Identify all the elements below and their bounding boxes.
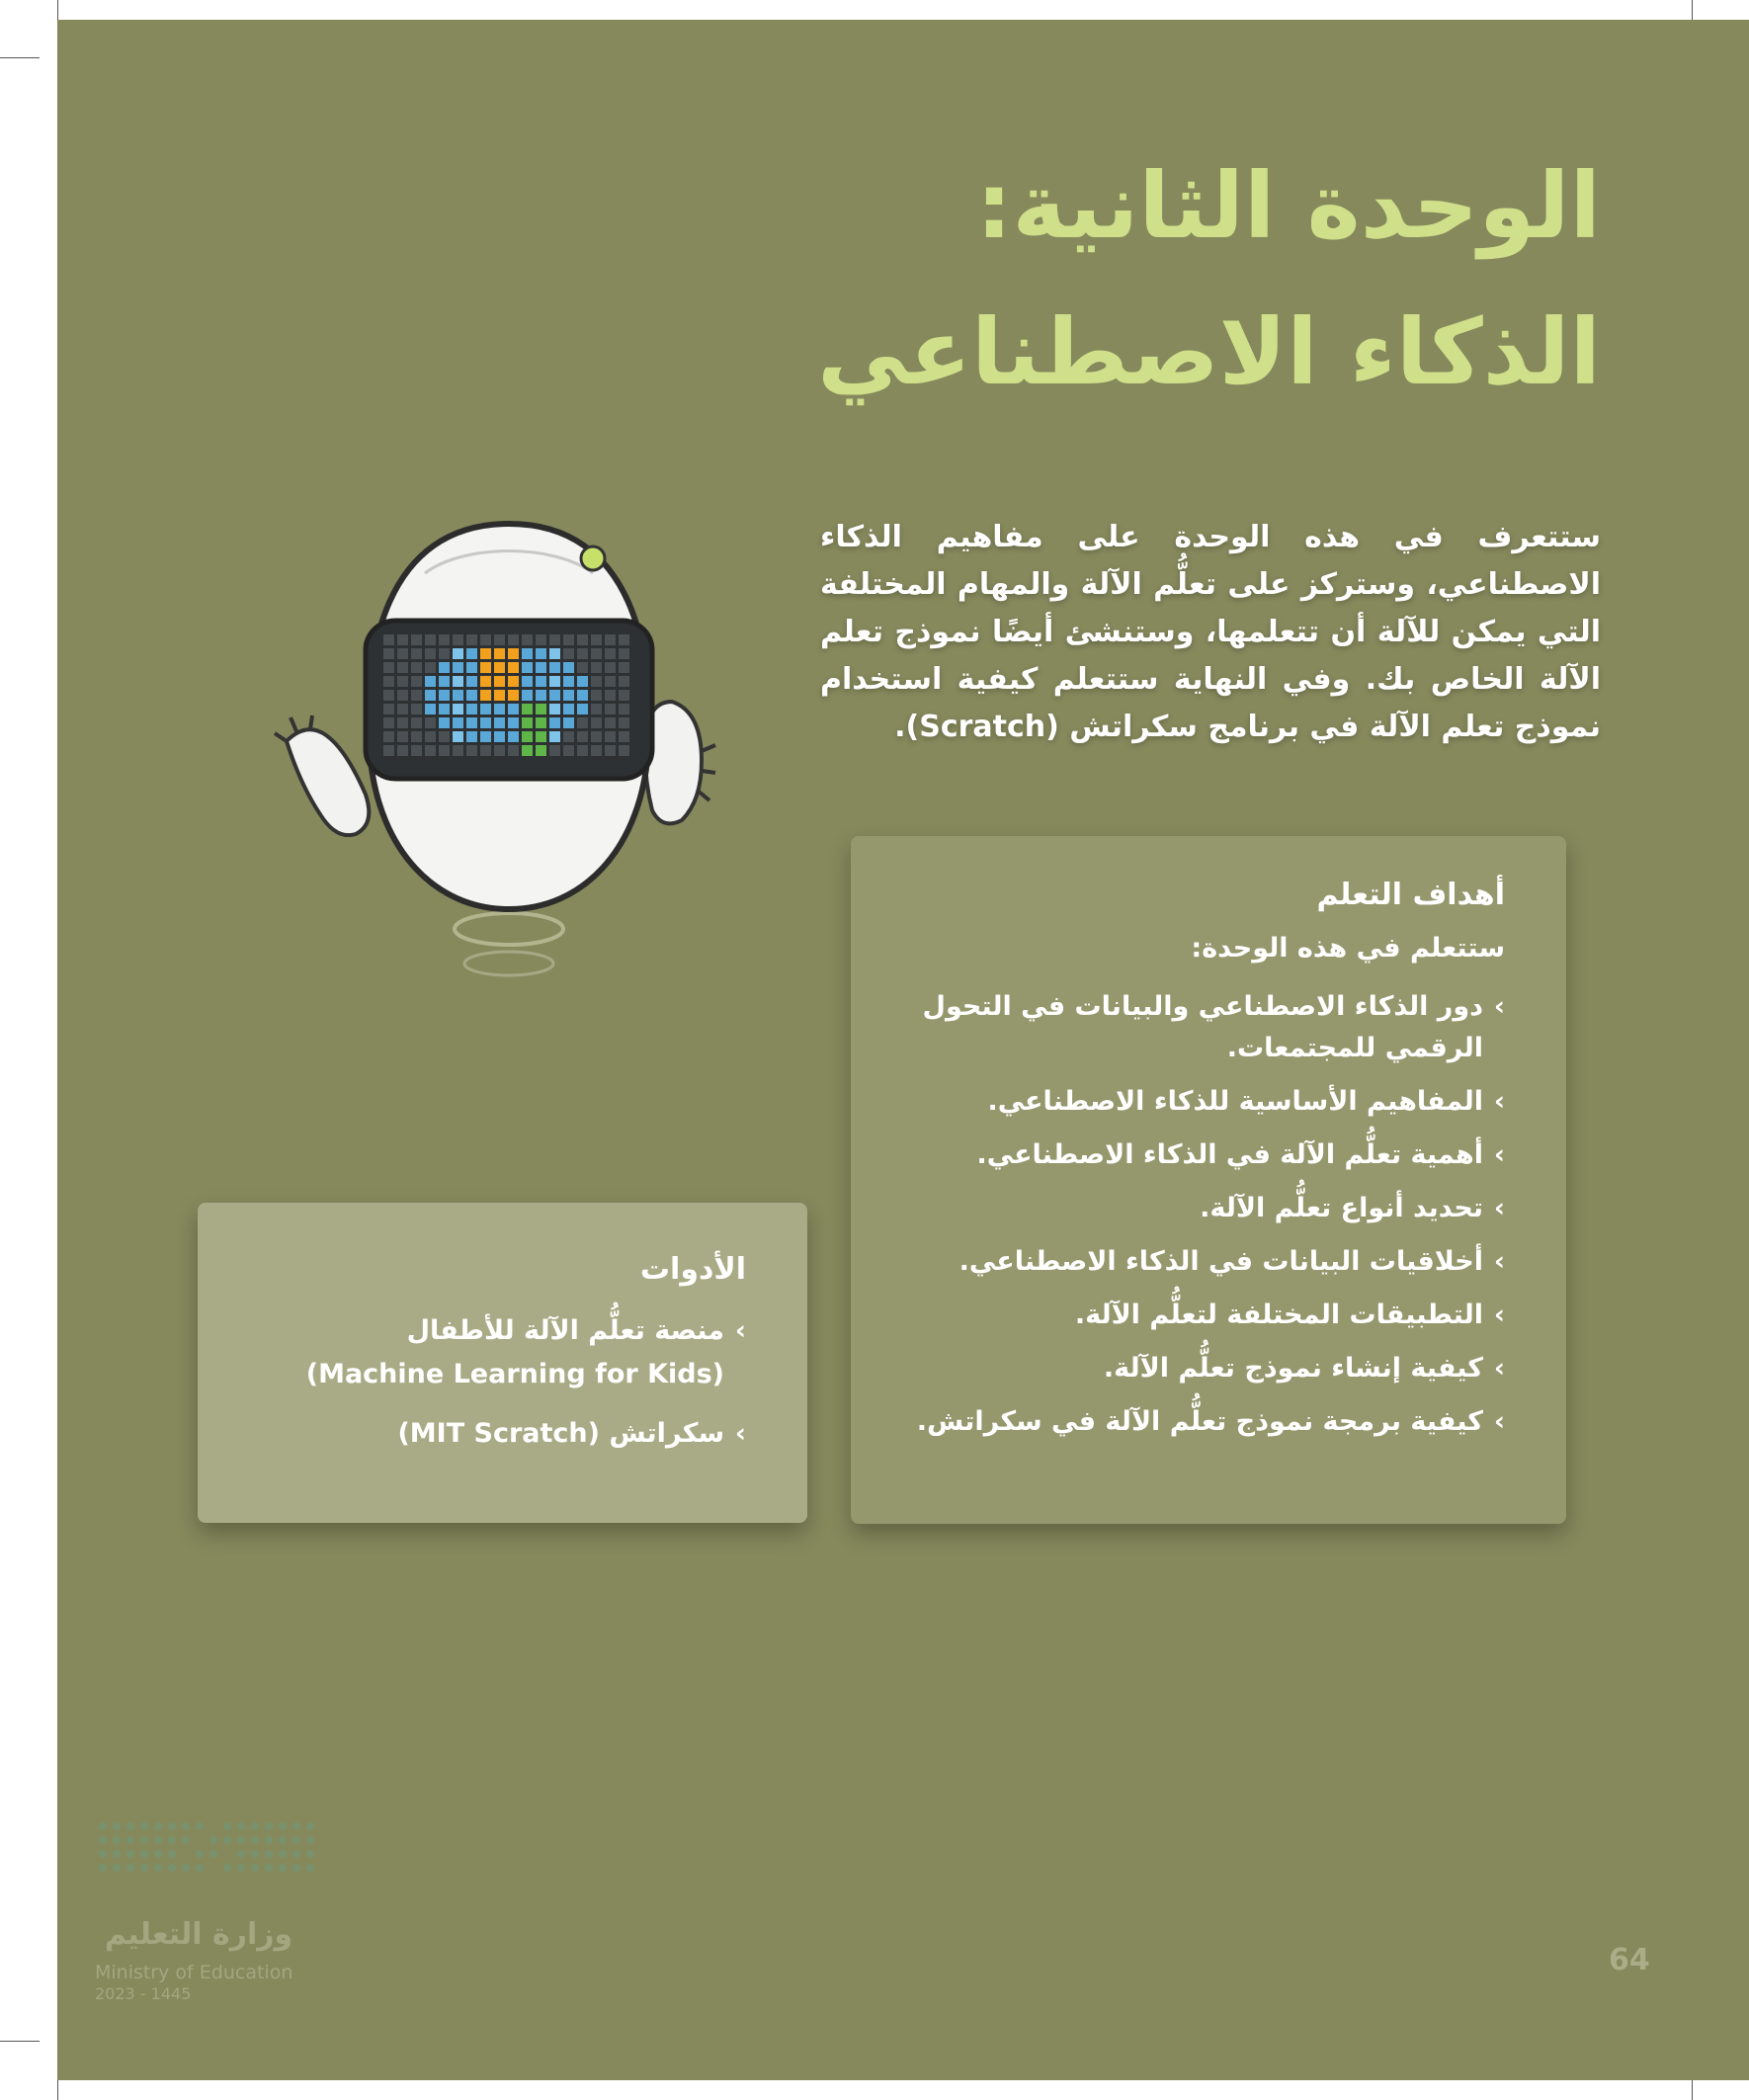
screen-pixel: [439, 676, 450, 687]
screen-pixel: [591, 648, 602, 659]
ministry-year: 2023 - 1445: [95, 1984, 192, 2003]
screen-pixel: [605, 745, 616, 756]
screen-pixel: [549, 690, 560, 701]
screen-pixel: [577, 634, 588, 645]
screen-pixel: [480, 745, 491, 756]
screen-pixel: [508, 662, 519, 673]
logo-dot: [99, 1864, 107, 1872]
logo-dot: [251, 1822, 259, 1830]
screen-pixel: [577, 717, 588, 728]
screen-pixel: [480, 704, 491, 714]
screen-pixel: [494, 690, 505, 701]
screen-pixel: [577, 648, 588, 659]
screen-pixel: [522, 745, 533, 756]
screen-pixel: [453, 634, 463, 645]
list-item: › كيفية إنشاء نموذج تعلُّم الآلة.: [892, 1348, 1505, 1389]
logo-dot: [251, 1864, 259, 1872]
screen-pixel: [522, 690, 533, 701]
screen-pixel: [591, 662, 602, 673]
logo-dot: [292, 1836, 300, 1844]
logo-dot: [182, 1836, 190, 1844]
learning-goals-list: [892, 986, 1505, 1455]
screen-pixel: [605, 662, 616, 673]
screen-pixel: [439, 745, 450, 756]
screen-pixel: [466, 745, 477, 756]
screen-pixel: [563, 704, 574, 714]
screen-pixel: [494, 662, 505, 673]
screen-pixel: [577, 690, 588, 701]
screen-pixel: [397, 648, 408, 659]
logo-dot: [196, 1822, 204, 1830]
screen-pixel: [466, 648, 477, 659]
robot-beam-ring: [455, 913, 563, 945]
screen-pixel: [397, 690, 408, 701]
logo-dot: [113, 1822, 121, 1830]
logo-dot: [196, 1864, 204, 1872]
learning-goals-lead: ستتعلم في هذه الوحدة:: [1191, 933, 1505, 964]
screen-pixel: [591, 634, 602, 645]
unit-title-line1: الوحدة الثانية:: [975, 153, 1601, 259]
screen-pixel: [522, 717, 533, 728]
screen-pixel: [563, 717, 574, 728]
screen-pixel: [536, 662, 546, 673]
logo-dot: [306, 1850, 314, 1858]
crop-mark: [0, 2041, 40, 2042]
screen-pixel: [536, 634, 546, 645]
logo-dot: [251, 1836, 259, 1844]
screen-pixel: [453, 648, 463, 659]
screen-pixel: [439, 690, 450, 701]
list-item: › دور الذكاء الاصطناعي والبيانات في التحول الرقمي للمجتمعات.: [892, 986, 1505, 1069]
crop-mark: [0, 57, 40, 58]
logo-dot: [168, 1822, 176, 1830]
screen-pixel: [411, 662, 422, 673]
screen-pixel: [605, 704, 616, 714]
screen-pixel: [411, 690, 422, 701]
screen-pixel: [466, 634, 477, 645]
screen-pixel: [411, 676, 422, 687]
screen-pixel: [619, 731, 629, 742]
screen-pixel: [466, 662, 477, 673]
screen-pixel: [563, 731, 574, 742]
logo-dot: [209, 1836, 217, 1844]
screen-pixel: [619, 717, 629, 728]
robot-beam-ring: [464, 952, 553, 975]
list-item: [252, 1309, 746, 1396]
screen-pixel: [591, 717, 602, 728]
screen-pixel: [383, 634, 394, 645]
logo-dot: [99, 1822, 107, 1830]
screen-pixel: [466, 731, 477, 742]
screen-pixel: [508, 717, 519, 728]
screen-pixel: [549, 704, 560, 714]
screen-pixel: [480, 662, 491, 673]
logo-dot: [99, 1850, 107, 1858]
screen-pixel: [536, 717, 546, 728]
screen-pixel: [453, 690, 463, 701]
logo-dot: [279, 1836, 287, 1844]
screen-pixel: [453, 662, 463, 673]
screen-pixel: [508, 648, 519, 659]
logo-dot: [223, 1822, 231, 1830]
screen-pixel: [480, 731, 491, 742]
screen-pixel: [619, 704, 629, 714]
screen-pixel: [591, 704, 602, 714]
logo-dot: [168, 1836, 176, 1844]
screen-pixel: [508, 676, 519, 687]
screen-pixel: [549, 745, 560, 756]
tool-name-arabic: منصة تعلُّم الآلة للأطفال: [406, 1315, 724, 1346]
screen-pixel: [383, 648, 394, 659]
screen-pixel: [411, 717, 422, 728]
logo-dot: [279, 1822, 287, 1830]
logo-dot: [265, 1822, 273, 1830]
logo-dot: [279, 1864, 287, 1872]
logo-dot: [265, 1836, 273, 1844]
screen-pixel: [549, 717, 560, 728]
list-item: › كيفية برمجة نموذج تعلُّم الآلة في سكراتش.: [892, 1401, 1505, 1443]
screen-pixel: [549, 731, 560, 742]
screen-pixel: [453, 704, 463, 714]
screen-pixel: [411, 634, 422, 645]
screen-pixel: [397, 704, 408, 714]
screen-pixel: [425, 662, 436, 673]
screen-pixel: [549, 676, 560, 687]
logo-dot: [306, 1822, 314, 1830]
logo-dot: [196, 1850, 204, 1858]
logo-dot: [223, 1836, 231, 1844]
screen-pixel: [605, 634, 616, 645]
screen-pixel: [480, 676, 491, 687]
screen-pixel: [439, 731, 450, 742]
tool-name-english: (Machine Learning for Kids): [305, 1359, 724, 1389]
screen-pixel: [577, 704, 588, 714]
logo-dot: [292, 1864, 300, 1872]
screen-pixel: [549, 634, 560, 645]
screen-pixel: [508, 634, 519, 645]
learning-goals-title: أهداف التعلم: [1316, 878, 1505, 912]
logo-dot: [292, 1822, 300, 1830]
logo-dot: [113, 1864, 121, 1872]
logo-dot: [223, 1864, 231, 1872]
screen-pixel: [425, 745, 436, 756]
screen-pixel: [494, 745, 505, 756]
screen-pixel: [508, 704, 519, 714]
screen-pixel: [494, 704, 505, 714]
unit-title: [711, 133, 1601, 426]
robot-left-hand: [275, 715, 369, 835]
list-item: › تحديد أنواع تعلُّم الآلة.: [892, 1188, 1505, 1229]
list-item: › أهمية تعلُّم الآلة في الذكاء الاصطناعي.: [892, 1134, 1505, 1176]
screen-pixel: [563, 648, 574, 659]
logo-dot: [237, 1822, 245, 1830]
screen-pixel: [425, 690, 436, 701]
screen-pixel: [522, 662, 533, 673]
list-item: › المفاهيم الأساسية للذكاء الاصطناعي.: [892, 1081, 1505, 1123]
screen-pixel: [522, 634, 533, 645]
logo-dot: [265, 1850, 273, 1858]
screen-pixel: [577, 676, 588, 687]
screen-pixel: [383, 717, 394, 728]
logo-dot: [140, 1850, 148, 1858]
screen-pixel: [605, 690, 616, 701]
screen-pixel: [591, 745, 602, 756]
logo-dot: [113, 1850, 121, 1858]
logo-dot: [237, 1850, 245, 1858]
screen-pixel: [439, 717, 450, 728]
screen-pixel: [397, 676, 408, 687]
screen-pixel: [453, 717, 463, 728]
logo-dot: [126, 1822, 134, 1830]
logo-dot: [154, 1864, 162, 1872]
screen-pixel: [494, 676, 505, 687]
screen-pixel: [466, 690, 477, 701]
screen-pixel: [411, 731, 422, 742]
logo-dot: [154, 1836, 162, 1844]
screen-pixel: [605, 648, 616, 659]
screen-pixel: [425, 648, 436, 659]
logo-dot: [306, 1836, 314, 1844]
screen-pixel: [411, 745, 422, 756]
tools-list: [252, 1309, 746, 1471]
screen-pixel: [466, 704, 477, 714]
logo-dot: [168, 1864, 176, 1872]
screen-pixel: [397, 731, 408, 742]
screen-pixel: [425, 717, 436, 728]
screen-pixel: [522, 648, 533, 659]
ministry-name-arabic: وزارة التعليم: [104, 1917, 293, 1952]
screen-pixel: [591, 731, 602, 742]
logo-dot: [209, 1850, 217, 1858]
logo-dot: [140, 1822, 148, 1830]
logo-dot: [182, 1864, 190, 1872]
screen-pixel: [549, 648, 560, 659]
logo-dot: [154, 1850, 162, 1858]
screen-pixel: [508, 745, 519, 756]
intro-paragraph: ستتعرف في هذه الوحدة على مفاهيم الذكاء الاصطناعي، وستركز على تعلُّم الآلة والمهام المختلفة التي يمكن للآلة أن تتعلمها، وستنشئ أيضًا نموذج تعلم الآلة الخاص بك. وفي النهاية ستتعلم كيفية استخدام نموذج تعلم الآلة في برنامج سكراتش (Scratch).: [820, 520, 1601, 744]
screen-pixel: [577, 731, 588, 742]
screen-pixel: [480, 717, 491, 728]
logo-dot: [126, 1864, 134, 1872]
list-item: › التطبيقات المختلفة لتعلُّم الآلة.: [892, 1295, 1505, 1336]
logo-dot: [140, 1836, 148, 1844]
screen-pixel: [453, 745, 463, 756]
screen-pixel: [383, 676, 394, 687]
screen-pixel: [536, 745, 546, 756]
screen-pixel: [480, 690, 491, 701]
robot-illustration: [267, 514, 751, 998]
screen-pixel: [577, 745, 588, 756]
screen-pixel: [508, 731, 519, 742]
screen-pixel: [397, 745, 408, 756]
logo-dot: [168, 1850, 176, 1858]
screen-pixel: [536, 731, 546, 742]
logo-dot: [140, 1864, 148, 1872]
screen-pixel: [536, 648, 546, 659]
screen-pixel: [397, 634, 408, 645]
screen-pixel: [439, 634, 450, 645]
screen-pixel: [397, 662, 408, 673]
screen-pixel: [425, 676, 436, 687]
screen-pixel: [536, 676, 546, 687]
screen-pixel: [494, 731, 505, 742]
screen-pixel: [563, 690, 574, 701]
screen-pixel: [619, 690, 629, 701]
screen-pixel: [439, 704, 450, 714]
screen-pixel: [619, 745, 629, 756]
logo-dot: [182, 1822, 190, 1830]
screen-pixel: [383, 704, 394, 714]
screen-pixel: [563, 634, 574, 645]
tools-panel: [198, 1203, 807, 1523]
screen-pixel: [383, 662, 394, 673]
screen-pixel: [549, 662, 560, 673]
screen-pixel: [425, 704, 436, 714]
screen-pixel: [605, 676, 616, 687]
unit-title-line2: الذكاء الاصطناعي: [817, 299, 1601, 405]
screen-pixel: [563, 745, 574, 756]
robot-sensor: [581, 546, 605, 570]
logo-dot: [279, 1850, 287, 1858]
screen-pixel: [411, 704, 422, 714]
screen-pixel: [577, 662, 588, 673]
screen-pixel: [383, 690, 394, 701]
learning-goals-panel: [851, 836, 1566, 1524]
screen-pixel: [439, 662, 450, 673]
screen-pixel: [494, 634, 505, 645]
screen-pixel: [619, 662, 629, 673]
logo-dot: [113, 1836, 121, 1844]
screen-pixel: [619, 676, 629, 687]
screen-pixel: [522, 731, 533, 742]
screen-pixel: [605, 731, 616, 742]
ministry-name-english: Ministry of Education: [95, 1962, 293, 1983]
screen-pixel: [383, 745, 394, 756]
screen-pixel: [494, 717, 505, 728]
logo-dot: [99, 1836, 107, 1844]
screen-pixel: [563, 676, 574, 687]
screen-pixel: [383, 731, 394, 742]
screen-pixel: [619, 634, 629, 645]
screen-pixel: [466, 717, 477, 728]
screen-pixel: [522, 676, 533, 687]
screen-pixel: [397, 717, 408, 728]
screen-pixel: [480, 648, 491, 659]
screen-pixel: [439, 648, 450, 659]
screen-pixel: [466, 676, 477, 687]
screen-pixel: [453, 731, 463, 742]
logo-dot: [265, 1864, 273, 1872]
screen-pixel: [508, 690, 519, 701]
screen-pixel: [536, 704, 546, 714]
screen-pixel: [480, 634, 491, 645]
robot-right-hand: [645, 702, 715, 823]
screen-pixel: [425, 731, 436, 742]
logo-dot: [306, 1864, 314, 1872]
screen-pixel: [591, 690, 602, 701]
logo-dot: [237, 1864, 245, 1872]
logo-dot: [126, 1836, 134, 1844]
logo-dot: [154, 1822, 162, 1830]
screen-pixel: [605, 717, 616, 728]
screen-pixel: [453, 676, 463, 687]
screen-pixel: [591, 676, 602, 687]
screen-pixel: [536, 690, 546, 701]
tools-title: الأدوات: [639, 1252, 746, 1287]
logo-dot: [126, 1850, 134, 1858]
screen-pixel: [619, 648, 629, 659]
screen-pixel: [522, 704, 533, 714]
logo-dot: [292, 1850, 300, 1858]
logo-dot: [251, 1850, 259, 1858]
list-item: › سكراتش (MIT Scratch): [252, 1412, 746, 1456]
list-item: › أخلاقيات البيانات في الذكاء الاصطناعي.: [892, 1241, 1505, 1283]
page-number: 64: [1609, 1943, 1650, 1977]
screen-pixel: [494, 648, 505, 659]
screen-pixel: [563, 662, 574, 673]
screen-pixel: [425, 634, 436, 645]
screen-pixel: [411, 648, 422, 659]
logo-dot: [237, 1836, 245, 1844]
